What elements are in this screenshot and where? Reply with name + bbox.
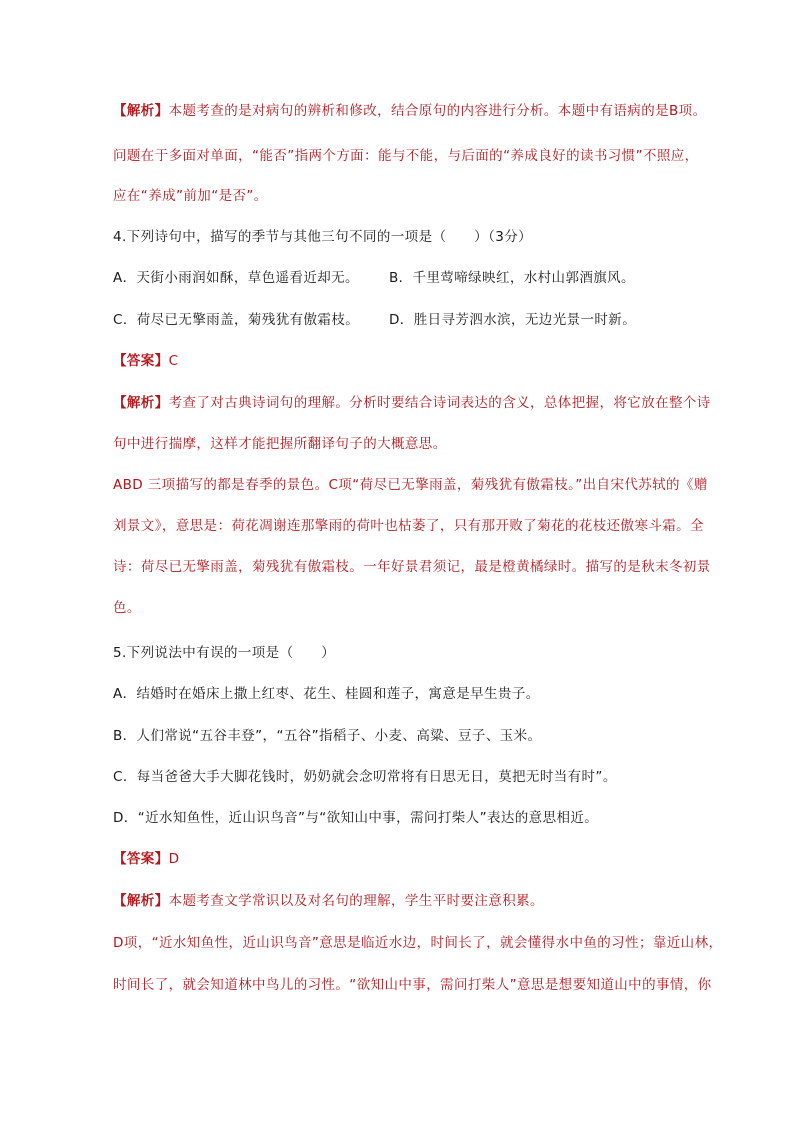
- q4-analysis-line-4: 刘景文》，意思是：荷花凋谢连那擎雨的荷叶也枯萎了，只有那开败了菊花的花枝还傲寒斗霜。全: [113, 518, 704, 534]
- q3-analysis-line-2: 问题在于多面对单面，“能否”指两个方面：能与不能，与后面的“养成良好的读书习惯”不照应，: [113, 148, 699, 164]
- answer-tag: 【答案】: [113, 353, 169, 369]
- answer-tag: 【答案】: [113, 851, 169, 867]
- q5-analysis-line-2: D项，“近水知鱼性，近山识鸟音”意思是临近水边，时间长了，就会懂得水中鱼的习性；靠近山林，: [113, 935, 723, 951]
- q5-option-b: B．人们常说“五谷丰登”，“五谷”指稻子、小麦、高粱、豆子、玉米。: [113, 728, 542, 744]
- q4-analysis-line-5: 诗：荷尽已无擎雨盖，菊残犹有傲霜枝。一年好景君须记，最是橙黄橘绿时。描写的是秋末冬初景: [113, 559, 711, 575]
- q4-stem: 4.下列诗句中，描写的季节与其他三句不同的一项是（ ）（3分）: [113, 229, 533, 245]
- analysis-tag: 【解析】: [113, 103, 169, 119]
- q3-analysis-line-3: 应在“养成”前加“是否”。: [113, 188, 268, 204]
- q5-analysis-line-3: 时间长了，就会知道林中鸟儿的习性。“欲知山中事，需问打柴人”意思是想要知道山中的事情，你: [113, 977, 712, 993]
- answer-value: C: [168, 353, 179, 369]
- q5-option-d: D．“近水知鱼性，近山识鸟音”与“欲知山中事，需问打柴人”表达的意思相近。: [113, 810, 599, 826]
- q5-answer: [113, 849, 713, 869]
- q4-analysis-line-6: 色。: [113, 600, 141, 616]
- q4-option-c: C．荷尽已无擎雨盖，菊残犹有傲霜枝。: [113, 312, 360, 328]
- q4-option-a: A．天街小雨润如酥，草色遥看近却无。: [113, 270, 359, 286]
- answer-value: D: [168, 851, 180, 867]
- q4-analysis-line-3: ABD 三项描写的都是春季的景色。C项“荷尽已无擎雨盖，菊残犹有傲霜枝。”出自宋代苏轼的《赠: [113, 477, 708, 493]
- q5-option-a: A．结婚时在婚床上撒上红枣、花生、桂圆和莲子，寓意是早生贵子。: [113, 686, 540, 702]
- analysis-text: 考查了对古典诗词句的理解。分析时要结合诗词表达的含义，总体把握，将它放在整个诗: [168, 395, 711, 411]
- analysis-text: 本题考查文学常识以及对名句的理解，学生平时要注意积累。: [168, 893, 544, 909]
- q4-option-b: B．千里莺啼绿映红，水村山郭酒旗风。: [389, 270, 635, 286]
- q3-analysis-line-1: [113, 101, 713, 121]
- analysis-tag: 【解析】: [113, 395, 169, 411]
- q5-stem: 5.下列说法中有误的一项是（ ）: [113, 645, 336, 661]
- q5-analysis-line-1: [113, 891, 713, 911]
- q4-analysis-line-1: [113, 393, 713, 413]
- analysis-tag: 【解析】: [113, 893, 169, 909]
- q4-option-d: D．胜日寻芳泗水滨，无边光景一时新。: [389, 312, 637, 328]
- q4-analysis-line-2: 句中进行揣摩，这样才能把握所翻译句子的大概意思。: [113, 436, 447, 452]
- q4-answer: [113, 351, 713, 371]
- analysis-text: 本题考查的是对病句的辨析和修改，结合原句的内容进行分析。本题中有语病的是B项。: [168, 103, 707, 119]
- q5-option-c: C．每当爸爸大手大脚花钱时，奶奶就会念叨常将有日思无日，莫把无时当有时”。: [113, 769, 617, 785]
